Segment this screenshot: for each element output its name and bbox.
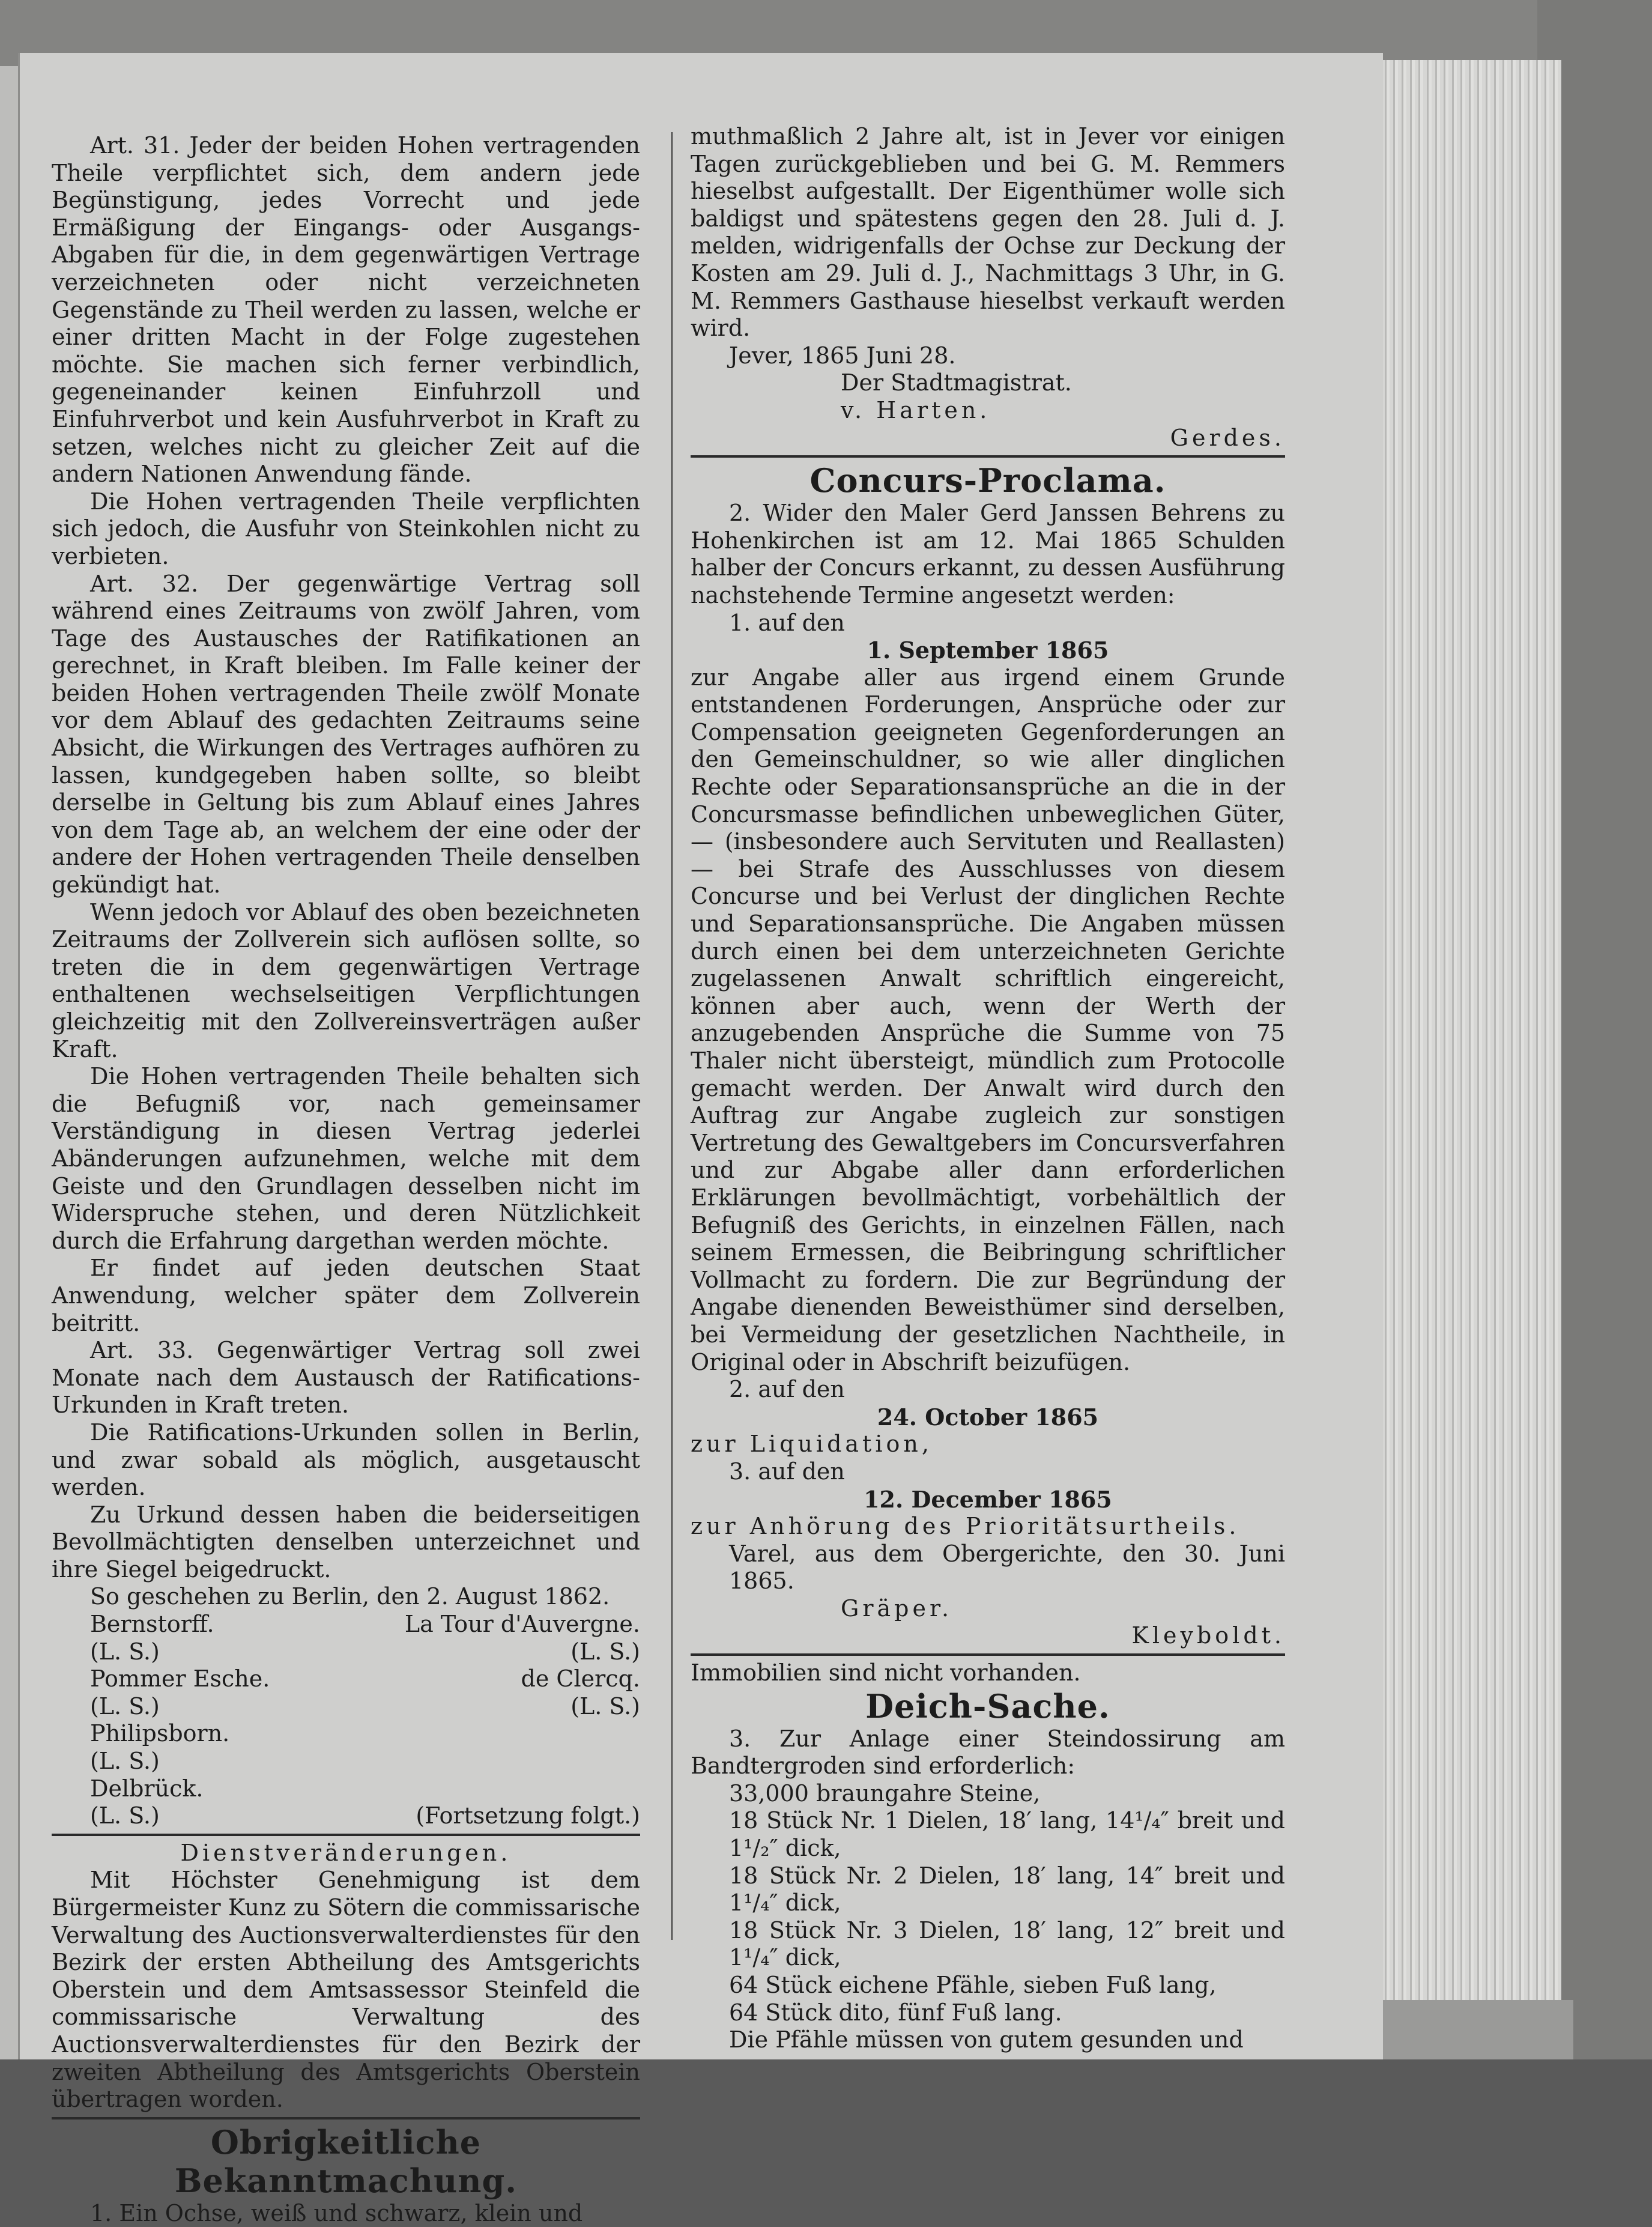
page-block-edges: [1381, 60, 1561, 2059]
signing-line: So geschehen zu Berlin, den 2. August 1862.: [90, 1583, 610, 1610]
court-signature-1: Gräper.: [841, 1595, 953, 1622]
seal-left: (L. S.): [90, 1638, 160, 1665]
art33-paragraph-3: Zu Urkund dessen haben die beiderseitigen Bevollmächtigten denselben unterzeichnet und ihre Siegel beigedruckt.: [52, 1501, 640, 1583]
section-rule: [52, 2117, 640, 2119]
seal-left: (L. S.): [90, 1748, 160, 1775]
signature-gerdes: Gerdes.: [1170, 424, 1285, 451]
signature-left: Philipsborn.: [90, 1720, 230, 1747]
term-2-label: 2. auf den: [729, 1376, 845, 1403]
deich-last-line: Die Pfähle müssen von gutem gesunden und: [729, 2026, 1244, 2053]
signature-row: [90, 1748, 640, 1775]
deich-item: 18 Stück Nr. 2 Dielen, 18′ lang, 14″ breit und 1¹/₄″ dick,: [729, 1862, 1285, 1916]
signature-left: Delbrück.: [90, 1775, 204, 1802]
signatures: [52, 1611, 640, 1830]
art32-paragraph-2: Wenn jedoch vor Ablauf des oben bezeichneten Zeitraums der Zollverein sich auflösen sollte, so treten die in dem gegenwärtigen Vertrage enthaltenen wechselseitigen Verpflichtungen gleichzeitig mit den Zollvereinsverträgen außer Kraft.: [52, 898, 640, 1062]
deich-item: 18 Stück Nr. 1 Dielen, 18′ lang, 14¹/₄″ breit und 1¹/₂″ dick,: [729, 1807, 1285, 1862]
deich-item: 64 Stück dito, fünf Fuß lang.: [729, 1999, 1062, 2026]
deich-heading: Deich-Sache.: [865, 1686, 1110, 1726]
concurs-heading: Concurs-Proclama.: [809, 461, 1166, 500]
signature-harten: v. Harten.: [841, 396, 991, 423]
signature-row: [90, 1720, 640, 1748]
signature-right: La Tour d'Auvergne.: [404, 1611, 640, 1638]
section-rule: [691, 1653, 1285, 1656]
dienst-heading: Dienstveränderungen.: [180, 1839, 512, 1866]
signature-left: Pommer Esche.: [90, 1665, 270, 1692]
signature-row: [90, 1802, 640, 1830]
term-3-label: 3. auf den: [729, 1458, 845, 1485]
signature-row: [90, 1611, 640, 1638]
continuation-note: (Fortsetzung folgt.): [416, 1802, 640, 1829]
term-3-text: zur Anhörung des Prioritätsurtheils.: [691, 1513, 1240, 1540]
signature-left: Bernstorff.: [90, 1611, 214, 1638]
immobilien-note: Immobilien sind nicht vorhanden.: [691, 1659, 1081, 1686]
art32-paragraph-3: Die Hohen vertragenden Theile behalten sich die Befugniß vor, nach gemeinsamer Verständigung in diesen Vertrag jederlei Abänderungen aufzunehmen, welche mit dem Geiste und den Grundlagen desselben nicht im Widerspruche stehen, und deren Nützlichkeit durch die Erfahrung dargethan werden möchte.: [52, 1063, 640, 1254]
deich-item: 18 Stück Nr. 3 Dielen, 18′ lang, 12″ breit und 1¹/₄″ dick,: [729, 1916, 1285, 1971]
term-3-date: 12. December 1865: [864, 1485, 1112, 1513]
signature-row: [90, 1775, 640, 1803]
deich-intro: 3. Zur Anlage einer Steindossirung am Bandtergroden sind erforderlich:: [691, 1725, 1285, 1780]
court-signature-2: Kleyboldt.: [1131, 1622, 1285, 1649]
term-1-text: zur Angabe aller aus irgend einem Grunde entstandenen Forderungen, Ansprüche oder zur Compensation geeigneten Gegenforderungen an den Gemeinschuldner, so wie aller dinglichen Rechte oder Separationsansprüche an die in der Concursmasse befindlichen unbeweglichen Güter, — (insbesondere auch Servituten und Reallasten) — bei Strafe des Ausschlusses von diesem Concurse und bei Verlust der dinglichen Rechte und Separationsansprüche. Die Angaben müssen durch einen bei dem unterzeichneten Gerichte zugelassenen Anwalt schriftlich eingereicht, können aber auch, wenn der Werth der anzugebenden Ansprüche die Summe von 75 Thaler nicht übersteigt, mündlich zum Protocolle gemacht werden. Der Anwalt wird durch den Auftrag zur Angabe zugleich zur sonstigen Vertretung des Gewaltgebers im Concursverfahren und zur Abgabe aller dann erforderlichen Erklärungen bevollmächtigt, vorbehältlich der Befugniß des Gerichts, in einzelnen Fällen, nach seinem Ermessen, die Beibringung schriftlicher Vollmacht zu fordern. Die zur Begründung der Angabe dienenden Beweisthümer sind derselben, bei Vermeidung der gesetzlichen Nachtheile, in Original oder in Abschrift beizufügen.: [691, 664, 1285, 1375]
art32-paragraph: Art. 32. Der gegenwärtige Vertrag soll während eines Zeitraums von zwölf Jahren, vom Tage des Austausches der Ratifikationen an gerechnet, in Kraft bleiben. Im Falle keiner der beiden Hohen vertragenden Theile zwölf Monate vor dem Ablauf des gedachten Zeitraums seine Absicht, die Wirkungen des Vertrages aufhören zu lassen, kundgegeben haben sollte, so bleibt derselbe in Geltung bis zum Ablauf eines Jahres von dem Tage ab, an welchem der eine oder der andere der Hohen vertragenden Theile denselben gekündigt hat.: [52, 570, 640, 898]
section-rule: [52, 1834, 640, 1836]
signature-right: de Clercq.: [521, 1665, 640, 1692]
column-divider: [671, 132, 673, 1940]
magistrat: Der Stadtmagistrat.: [841, 369, 1072, 396]
seal-left: (L. S.): [90, 1692, 160, 1719]
term-2-text: zur Liquidation,: [691, 1431, 933, 1458]
seal-right: (L. S.): [570, 1692, 640, 1719]
obrig-continued: muthmaßlich 2 Jahre alt, ist in Jever vor einigen Tagen zurückgeblieben und bei G. M. Remmers hieselbst aufgestallt. Der Eigenthümer wolle sich baldigst und spätestens gegen den 28. Juli d. J. melden, widrigenfalls der Ochse zur Deckung der Kosten am 29. Juli d. J., Nachmittags 3 Uhr, in G. M. Remmers Gasthause hieselbst verkauft werden wird.: [691, 123, 1285, 342]
art32-paragraph-4: Er findet auf jeden deutschen Staat Anwendung, welcher später dem Zollverein beitritt.: [52, 1255, 640, 1336]
obrig-heading: Obrigkeitliche Bekanntmachung.: [174, 2122, 518, 2200]
art31-paragraph-2: Die Hohen vertragenden Theile verpflichten sich jedoch, die Ausfuhr von Steinkohlen nicht zu verbieten.: [52, 488, 640, 569]
right-column: [691, 123, 1285, 2054]
place-date: Jever, 1865 Juni 28.: [729, 342, 956, 369]
art33-paragraph: Art. 33. Gegenwärtiger Vertrag soll zwei Monate nach dem Austausch der Ratifications-Urkunden in Kraft treten.: [52, 1337, 640, 1419]
concurs-text: 2. Wider den Maler Gerd Janssen Behrens zu Hohenkirchen ist am 12. Mai 1865 Schulden halber der Concurs erkannt, zu dessen Ausführung nachstehende Termine angesetzt werden:: [691, 500, 1285, 608]
signature-row: [90, 1638, 640, 1666]
art33-paragraph-2: Die Ratifications-Urkunden sollen in Berlin, und zwar sobald als möglich, ausgetauscht werden.: [52, 1419, 640, 1501]
art31-paragraph: Art. 31. Jeder der beiden Hohen vertragenden Theile verpflichtet sich, dem andern jede Begünstigung, jedes Vorrecht und jede Ermäßigung der Eingangs- oder Ausgangs-Abgaben für die, in dem gegenwärtigen Vertrage verzeichneten oder nicht verzeichneten Gegenstände zu Theil werden zu lassen, welche er einer dritten Macht in der Folge zugestehen möchte. Sie machen sich ferner verbindlich, gegeneinander keinen Einfuhrzoll und Einfuhrverbot und kein Ausfuhrverbot in Kraft zu setzen, welches nicht zu gleicher Zeit auf die andern Nationen Anwendung fände.: [52, 132, 640, 488]
left-column: [52, 132, 640, 2227]
court-line: Varel, aus dem Obergerichte, den 30. Juni 1865.: [729, 1540, 1285, 1595]
seal-right: (L. S.): [570, 1638, 640, 1665]
signature-row: [90, 1693, 640, 1721]
signature-row: [90, 1665, 640, 1693]
deich-item: 64 Stück eichene Pfähle, sieben Fuß lang,: [729, 1972, 1217, 1998]
dienst-text: Mit Höchster Genehmigung ist dem Bürgermeister Kunz zu Sötern die commissarische Verwaltung des Auctionsverwalterdienstes für den Bezirk der ersten Abtheilung des Amtsgerichts Oberstein und dem Amtsassessor Steinfeld die commissarische Verwaltung des Auctionsverwalterdienstes für den Bezirk der zweiten Abtheilung des Amtsgerichts Oberstein übertragen worden.: [52, 1867, 640, 2113]
page-block-bottom: [1381, 2000, 1573, 2059]
deich-item: 33,000 braungahre Steine,: [729, 1780, 1041, 1807]
obrig-text: 1. Ein Ochse, weiß und schwarz, klein und: [90, 2199, 583, 2226]
term-1-date: 1. September 1865: [867, 637, 1109, 664]
seal-left: (L. S.): [90, 1802, 160, 1829]
section-rule: [691, 455, 1285, 458]
term-2-date: 24. October 1865: [877, 1403, 1099, 1431]
term-1-label: 1. auf den: [729, 609, 845, 636]
